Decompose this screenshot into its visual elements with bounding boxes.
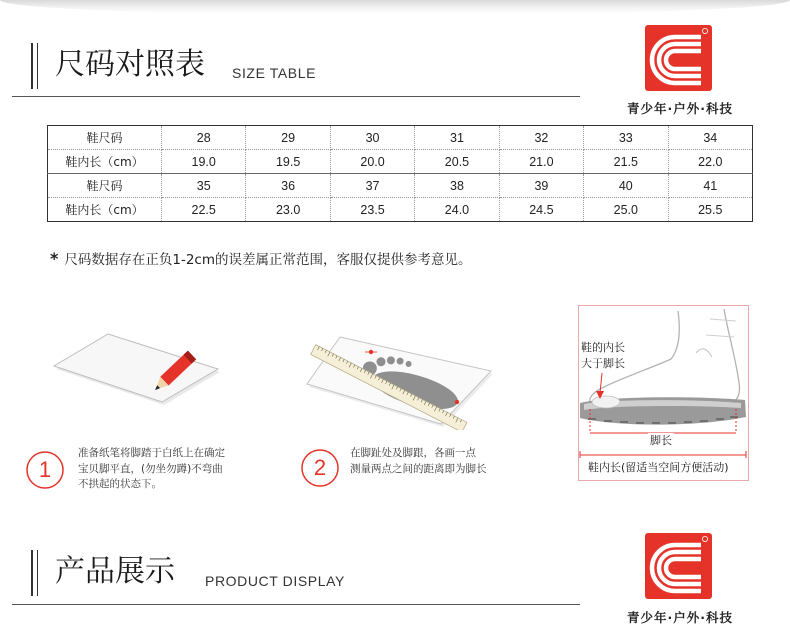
table-cell: 19.0 [162,150,246,174]
table-row [48,126,753,150]
page-subtitle: SIZE TABLE [232,65,317,81]
table-cell: 25.5 [668,198,752,222]
footprint-ruler-icon [305,330,495,430]
header-bar-right [37,550,38,596]
step-2-line: 在脚趾处及脚跟，各画一点 [350,447,476,459]
brand-c-logo-icon [645,533,712,599]
table-cell: 39 [499,174,583,198]
table-cell: 24.0 [415,198,499,222]
step-2-text [350,446,487,477]
inner-length-label-line1: 鞋的内长 [581,341,625,354]
step-1-line: 宝贝脚平直，(勿坐勿蹲)不弯曲 [78,462,223,475]
note-marker: * [50,249,59,268]
table-cell: 40 [584,174,668,198]
header-divider [12,96,580,97]
table-row [48,198,753,222]
row-label: 鞋尺码 [48,126,162,150]
table-cell: 24.5 [499,198,583,222]
table-cell: 35 [162,174,246,198]
table-cell: 20.0 [330,150,414,174]
toe-space [592,396,620,408]
table-cell: 21.5 [584,150,668,174]
step-1-text [78,446,225,493]
step-2-line: 测量两点之间的距离即为脚长 [350,462,487,475]
section-title: 产品展示 [55,554,175,589]
table-cell: 21.0 [499,150,583,174]
foot-length-label: 脚长 [650,434,672,447]
inner-length-pointer [600,373,602,393]
table-row [48,174,753,198]
shoe-foot-diagram-icon [578,305,748,480]
table-cell: 41 [668,174,752,198]
brand-slogan: 青少年·户外·科技 [627,610,733,625]
table-cell: 38 [415,174,499,198]
step-1-number: 1 [38,457,52,482]
page-title: 尺码对照表 [55,47,205,82]
table-cell: 19.5 [246,150,330,174]
step-2-number: 2 [313,455,327,480]
table-row [48,150,753,174]
heel-mark-dot [455,400,459,404]
shoe-inner-length-label: 鞋内长(留适当空间方便活动) [588,461,729,474]
row-label: 鞋内长（cm） [48,150,162,174]
brand-c-logo-icon [645,25,712,91]
table-cell: 32 [499,126,583,150]
header-bar-left [31,43,33,89]
table-cell: 25.0 [584,198,668,222]
table-cell: 31 [415,126,499,150]
step-1-line: 不拱起的状态下。 [78,478,162,490]
row-label: 鞋尺码 [48,174,162,198]
table-cell: 30 [330,126,414,150]
table-cell: 37 [330,174,414,198]
table-cell: 20.5 [415,150,499,174]
table-cell: 34 [668,126,752,150]
size-note [50,249,472,270]
row-label: 鞋内长（cm） [48,198,162,222]
boot-collar-lines [706,319,736,337]
header-bar-left [31,550,33,596]
table-cell: 33 [584,126,668,150]
paper-pencil-icon [50,325,225,410]
paper-sheet [54,334,218,402]
table-cell: 22.5 [162,198,246,222]
ankle-outline [696,349,712,357]
size-table [47,125,753,222]
brand-slogan: 青少年·户外·科技 [627,101,733,116]
top-shadow [0,0,790,14]
table-cell: 36 [246,174,330,198]
leg-back-outline [724,309,740,404]
section-subtitle: PRODUCT DISPLAY [205,573,345,589]
note-text: 尺码数据存在正负1-2cm的误差属正常范围，客服仅提供参考意见。 [64,252,472,268]
inner-length-label-line2: 大于脚长 [581,357,625,370]
table-cell: 29 [246,126,330,150]
table-cell: 23.5 [330,198,414,222]
table-cell: 23.0 [246,198,330,222]
section-divider [12,604,580,605]
table-cell: 28 [162,126,246,150]
step-1-line: 准备纸笔将脚踏于白纸上在确定 [78,447,225,459]
header-bar-right [37,43,38,89]
table-cell: 22.0 [668,150,752,174]
